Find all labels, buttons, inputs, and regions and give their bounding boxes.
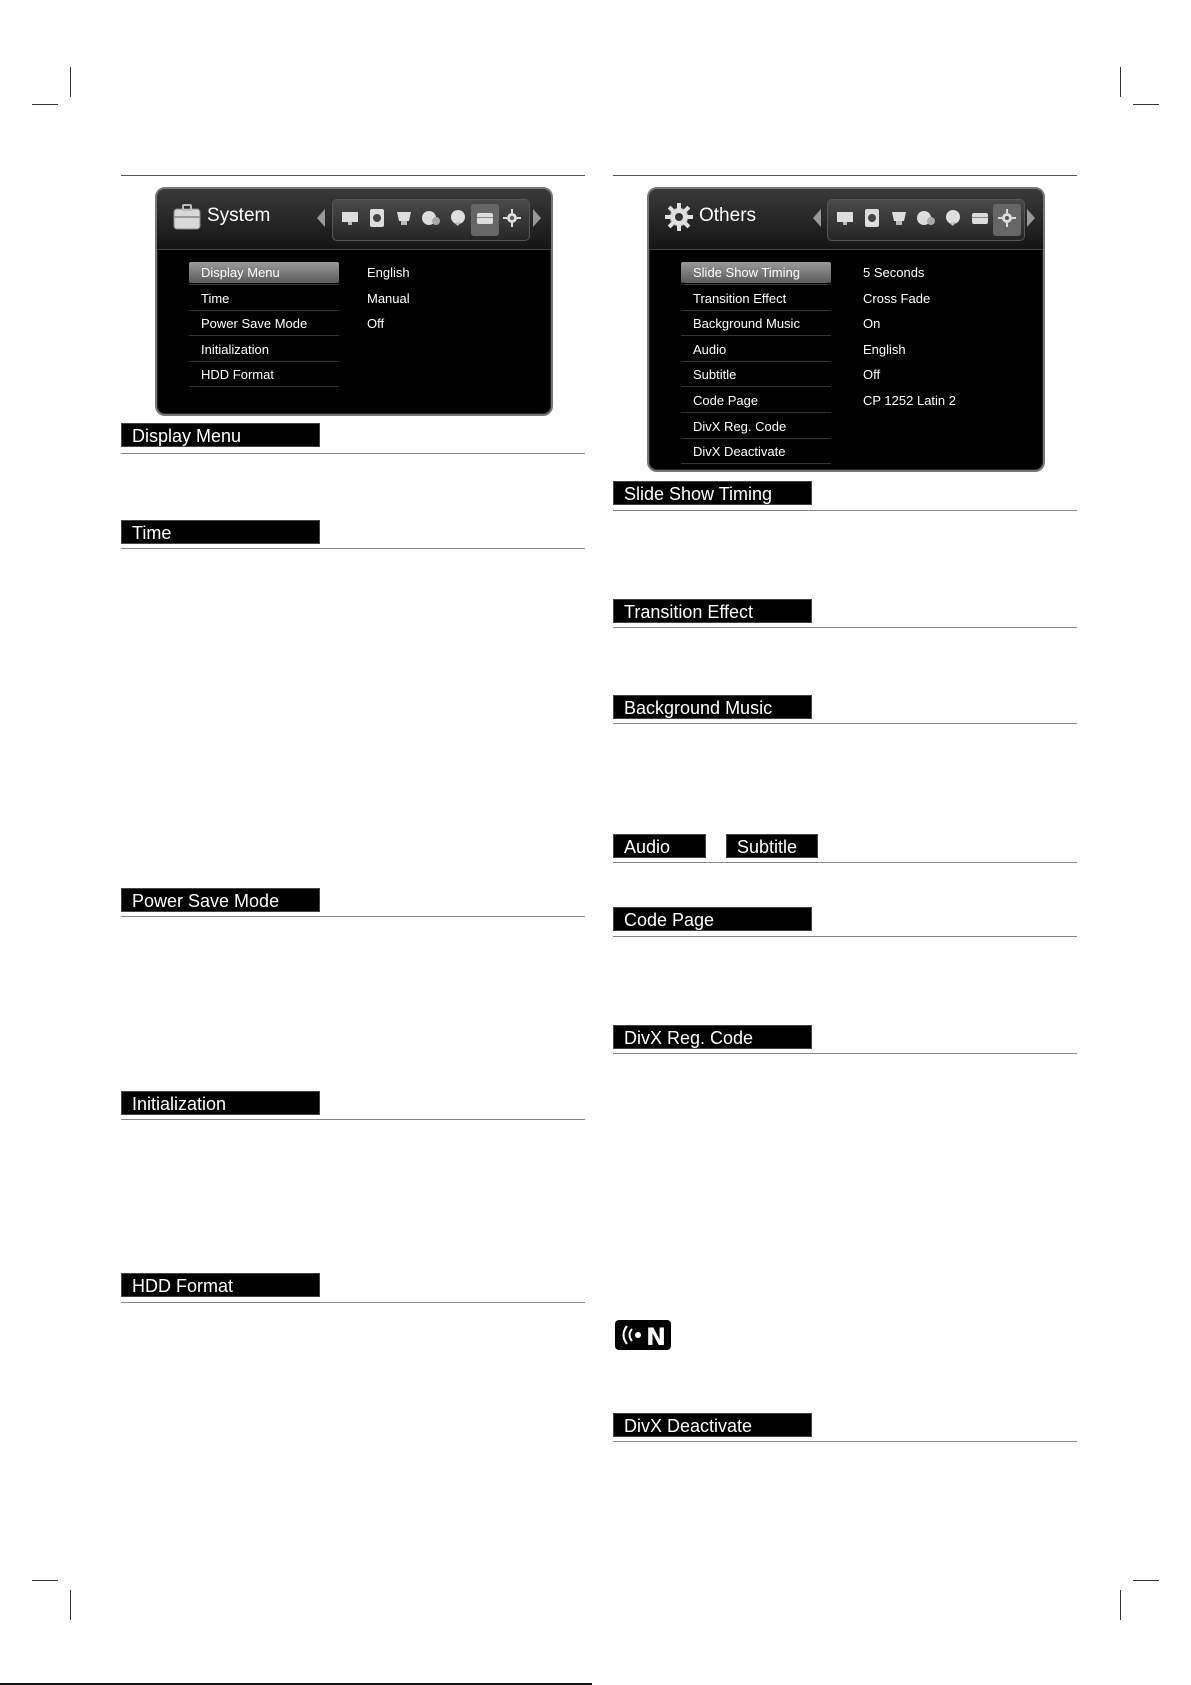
heading-subtitle: Subtitle bbox=[726, 834, 818, 858]
settings-row[interactable] bbox=[681, 338, 1001, 362]
row-divider bbox=[681, 386, 831, 387]
section-rule bbox=[121, 916, 585, 917]
network-icon bbox=[916, 209, 936, 231]
row-divider bbox=[681, 335, 831, 336]
row-label: Transition Effect bbox=[693, 290, 787, 306]
row-value: Manual bbox=[367, 290, 410, 306]
tab-audio-icon[interactable] bbox=[861, 209, 883, 231]
right-column-top-rule bbox=[613, 175, 1077, 176]
crop-mark bbox=[1120, 67, 1121, 97]
row-label: Time bbox=[201, 290, 230, 306]
network-logo-letter: N bbox=[645, 1323, 667, 1350]
crop-mark bbox=[32, 104, 58, 105]
panel-header bbox=[649, 189, 1043, 250]
language-icon bbox=[944, 209, 962, 231]
crop-mark bbox=[32, 1580, 58, 1581]
others-icon bbox=[503, 209, 521, 231]
system-icon bbox=[476, 210, 494, 230]
settings-row[interactable] bbox=[681, 363, 1001, 387]
settings-row[interactable] bbox=[681, 415, 1001, 439]
row-value: CP 1252 Latin 2 bbox=[863, 393, 956, 408]
row-divider bbox=[681, 284, 831, 285]
audio-icon bbox=[864, 208, 880, 232]
audio-icon bbox=[369, 208, 385, 232]
heading-code-page: Code Page bbox=[613, 907, 812, 931]
others-menu-panel bbox=[647, 187, 1045, 472]
row-value: Off bbox=[367, 316, 385, 332]
tab-next-arrow[interactable] bbox=[1027, 209, 1035, 227]
crop-mark bbox=[70, 1590, 71, 1620]
crop-mark bbox=[1133, 1580, 1159, 1581]
row-value: English bbox=[367, 265, 410, 280]
tab-prev-arrow[interactable] bbox=[813, 209, 821, 227]
display-icon bbox=[836, 210, 854, 230]
settings-row[interactable] bbox=[681, 261, 1001, 285]
row-value: Cross Fade bbox=[863, 290, 931, 306]
crop-mark bbox=[1133, 104, 1159, 105]
section-rule bbox=[613, 510, 1077, 511]
settings-row[interactable] bbox=[681, 312, 1001, 336]
row-divider bbox=[681, 361, 831, 362]
row-value: English bbox=[863, 341, 906, 357]
settings-row[interactable] bbox=[189, 287, 509, 311]
row-value: 5 Seconds bbox=[863, 265, 925, 280]
settings-row[interactable] bbox=[681, 440, 1001, 464]
lock-icon bbox=[890, 209, 908, 231]
tab-audio-icon[interactable] bbox=[366, 209, 388, 231]
row-divider bbox=[189, 335, 339, 336]
tab-language-icon[interactable] bbox=[942, 209, 964, 231]
tab-display-icon[interactable] bbox=[339, 209, 361, 231]
heading-transition-effect: Transition Effect bbox=[613, 599, 812, 623]
settings-row[interactable] bbox=[189, 338, 509, 362]
heading-slide-show-timing: Slide Show Timing bbox=[613, 481, 812, 505]
section-rule bbox=[613, 627, 1077, 628]
heading-time: Time bbox=[121, 520, 320, 544]
system-menu-panel bbox=[155, 187, 553, 416]
system-icon bbox=[171, 201, 203, 233]
tab-others-icon[interactable] bbox=[993, 204, 1021, 236]
row-divider bbox=[189, 361, 339, 362]
row-divider bbox=[189, 310, 339, 311]
settings-tab-strip bbox=[332, 199, 530, 241]
row-label: Power Save Mode bbox=[201, 316, 308, 332]
row-divider bbox=[189, 386, 339, 387]
heading-display-menu: Display Menu bbox=[121, 423, 320, 447]
heading-background-music: Background Music bbox=[613, 695, 812, 719]
network-logo bbox=[615, 1320, 671, 1350]
tab-system-icon[interactable] bbox=[471, 204, 499, 236]
settings-row[interactable] bbox=[189, 312, 509, 336]
settings-row[interactable] bbox=[189, 261, 509, 285]
others-icon bbox=[998, 209, 1016, 231]
section-rule bbox=[121, 548, 585, 549]
crop-mark bbox=[70, 67, 71, 97]
section-rule bbox=[121, 453, 585, 454]
tab-language-icon[interactable] bbox=[447, 209, 469, 231]
settings-row[interactable] bbox=[681, 287, 1001, 311]
row-label: DivX Deactivate bbox=[693, 444, 786, 460]
row-label: Display Menu bbox=[201, 265, 280, 280]
row-label: Initialization bbox=[201, 341, 269, 357]
section-rule bbox=[613, 723, 1077, 724]
system-icon bbox=[971, 210, 989, 230]
row-label: Background Music bbox=[693, 316, 800, 332]
language-icon bbox=[449, 209, 467, 231]
row-divider bbox=[681, 438, 831, 439]
row-label: Slide Show Timing bbox=[693, 265, 800, 280]
tab-others-icon[interactable] bbox=[501, 209, 523, 231]
settings-row[interactable] bbox=[681, 389, 1001, 413]
tab-lock-icon[interactable] bbox=[888, 209, 910, 231]
tab-prev-arrow[interactable] bbox=[317, 209, 325, 227]
section-rule bbox=[613, 862, 1077, 863]
row-label: DivX Reg. Code bbox=[693, 418, 787, 434]
row-label: Code Page bbox=[693, 393, 759, 408]
left-column-top-rule bbox=[121, 175, 585, 176]
panel-title: System bbox=[207, 205, 271, 226]
section-rule bbox=[121, 1119, 585, 1120]
heading-hdd-format: HDD Format bbox=[121, 1273, 320, 1297]
section-rule bbox=[613, 1053, 1077, 1054]
settings-tab-strip bbox=[827, 199, 1025, 241]
row-value: On bbox=[863, 316, 881, 332]
tab-network-icon[interactable] bbox=[420, 209, 442, 231]
gear-icon bbox=[663, 201, 695, 233]
network-icon bbox=[421, 209, 441, 231]
crop-mark bbox=[1120, 1590, 1121, 1620]
tab-display-icon[interactable] bbox=[834, 209, 856, 231]
row-label: HDD Format bbox=[201, 367, 274, 383]
heading-power-save-mode: Power Save Mode bbox=[121, 888, 320, 912]
row-divider bbox=[189, 284, 339, 285]
tab-next-arrow[interactable] bbox=[533, 209, 541, 227]
row-divider bbox=[681, 412, 831, 413]
heading-divx-reg-code: DivX Reg. Code bbox=[613, 1025, 812, 1049]
row-divider bbox=[681, 310, 831, 311]
section-rule bbox=[613, 936, 1077, 937]
panel-title: Others bbox=[699, 205, 757, 226]
tab-network-icon[interactable] bbox=[915, 209, 937, 231]
panel-header bbox=[157, 189, 551, 250]
heading-audio: Audio bbox=[613, 834, 706, 858]
heading-divx-deactivate: DivX Deactivate bbox=[613, 1413, 812, 1437]
section-rule bbox=[121, 1302, 585, 1303]
lock-icon bbox=[395, 209, 413, 231]
display-icon bbox=[341, 210, 359, 230]
tab-lock-icon[interactable] bbox=[393, 209, 415, 231]
row-value: Off bbox=[863, 367, 881, 383]
row-label: Audio bbox=[693, 341, 727, 357]
settings-row[interactable] bbox=[189, 363, 509, 387]
row-label: Subtitle bbox=[693, 367, 737, 383]
heading-initialization: Initialization bbox=[121, 1091, 320, 1115]
section-rule bbox=[613, 1441, 1077, 1442]
row-divider bbox=[681, 463, 831, 464]
tab-system-icon[interactable] bbox=[969, 209, 991, 231]
